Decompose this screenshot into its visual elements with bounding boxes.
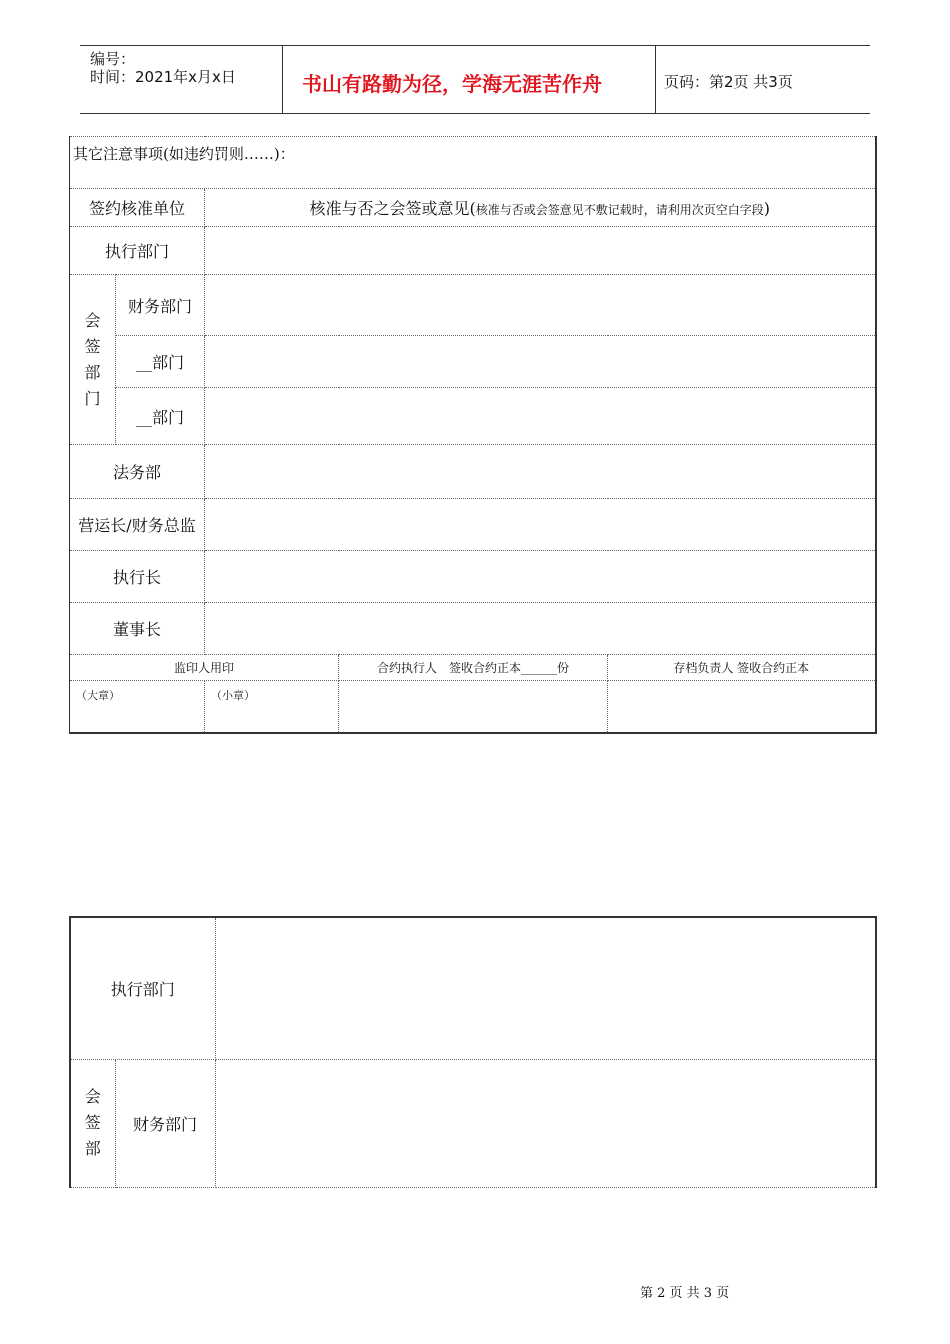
blank-dept-label-1: __部门 xyxy=(116,336,205,388)
opinion-header-close: ) xyxy=(763,199,771,218)
chairman-opinion-field[interactable] xyxy=(205,603,876,655)
opinion-header-main: 核准与否之会签或意见( xyxy=(309,199,476,218)
legal-dept-opinion-field[interactable] xyxy=(205,445,876,499)
notes-label: 其它注意事项(如违约罚则……)： xyxy=(73,145,295,163)
continuation-table xyxy=(69,916,877,1188)
header-divider-left xyxy=(282,45,283,113)
page-footer: 第 2 页 共 3 页 xyxy=(640,1286,730,1301)
countersign-group-label xyxy=(70,275,116,445)
document-date: 时间：2021年x月x日 xyxy=(90,68,236,86)
opinion-column-header xyxy=(205,189,876,227)
big-seal-field[interactable] xyxy=(70,681,205,733)
header-motto: 书山有路勤为径，学海无涯苦作舟 xyxy=(302,72,602,96)
page-info: 页码：第2页 共3页 xyxy=(664,73,793,91)
blank-dept-opinion-field-1[interactable] xyxy=(205,336,876,388)
ceo-opinion-field[interactable] xyxy=(205,551,876,603)
countersign-char: 部 xyxy=(84,362,101,382)
contract-approval-table xyxy=(69,136,877,734)
countersign-char: 会 xyxy=(84,1087,101,1106)
finance-dept-opinion-field[interactable] xyxy=(205,275,876,336)
header-bottom-rule xyxy=(80,113,870,114)
seal-officer-header: 监印人用印 xyxy=(70,655,339,681)
small-seal-field[interactable] xyxy=(205,681,339,733)
blank-dept-opinion-field-2[interactable] xyxy=(205,388,876,445)
continuation-exec-dept-field[interactable] xyxy=(215,917,876,1059)
contract-executor-sign-field[interactable] xyxy=(339,681,608,733)
big-seal-label: （大章） xyxy=(76,689,120,702)
header-top-rule xyxy=(80,45,870,46)
chairman-label: 董事长 xyxy=(70,603,205,655)
coo-cfo-label: 营运长/财务总监 xyxy=(70,499,205,551)
unit-column-header: 签约核准单位 xyxy=(70,189,205,227)
contract-executor-header: 合约执行人 签收合约正本______份 xyxy=(339,655,608,681)
ceo-label: 执行长 xyxy=(70,551,205,603)
blank-dept-label-2: __部门 xyxy=(116,388,205,445)
small-seal-label: （小章） xyxy=(211,689,255,702)
exec-dept-label: 执行部门 xyxy=(70,227,205,275)
legal-dept-label: 法务部 xyxy=(70,445,205,499)
document-code-label: 编号： xyxy=(90,50,136,68)
exec-dept-opinion-field[interactable] xyxy=(205,227,876,275)
countersign-char: 门 xyxy=(84,388,101,408)
countersign-char: 签 xyxy=(84,1113,101,1132)
continuation-finance-dept-label: 财务部门 xyxy=(115,1059,215,1187)
countersign-char: 部 xyxy=(84,1139,101,1158)
continuation-finance-dept-field[interactable] xyxy=(215,1059,876,1187)
continuation-exec-dept-label: 执行部门 xyxy=(70,917,215,1059)
coo-cfo-opinion-field[interactable] xyxy=(205,499,876,551)
notes-field[interactable] xyxy=(70,137,876,189)
continuation-countersign-label xyxy=(70,1059,115,1187)
countersign-char: 签 xyxy=(84,336,101,356)
countersign-char: 会 xyxy=(84,310,101,330)
finance-dept-label: 财务部门 xyxy=(116,275,205,336)
opinion-header-note: 核准与否或会签意见不敷记载时，请利用次页空白字段 xyxy=(475,203,764,217)
archive-owner-sign-field[interactable] xyxy=(608,681,876,733)
archive-owner-header: 存档负责人 签收合约正本 xyxy=(608,655,876,681)
header-divider-right xyxy=(655,45,656,113)
